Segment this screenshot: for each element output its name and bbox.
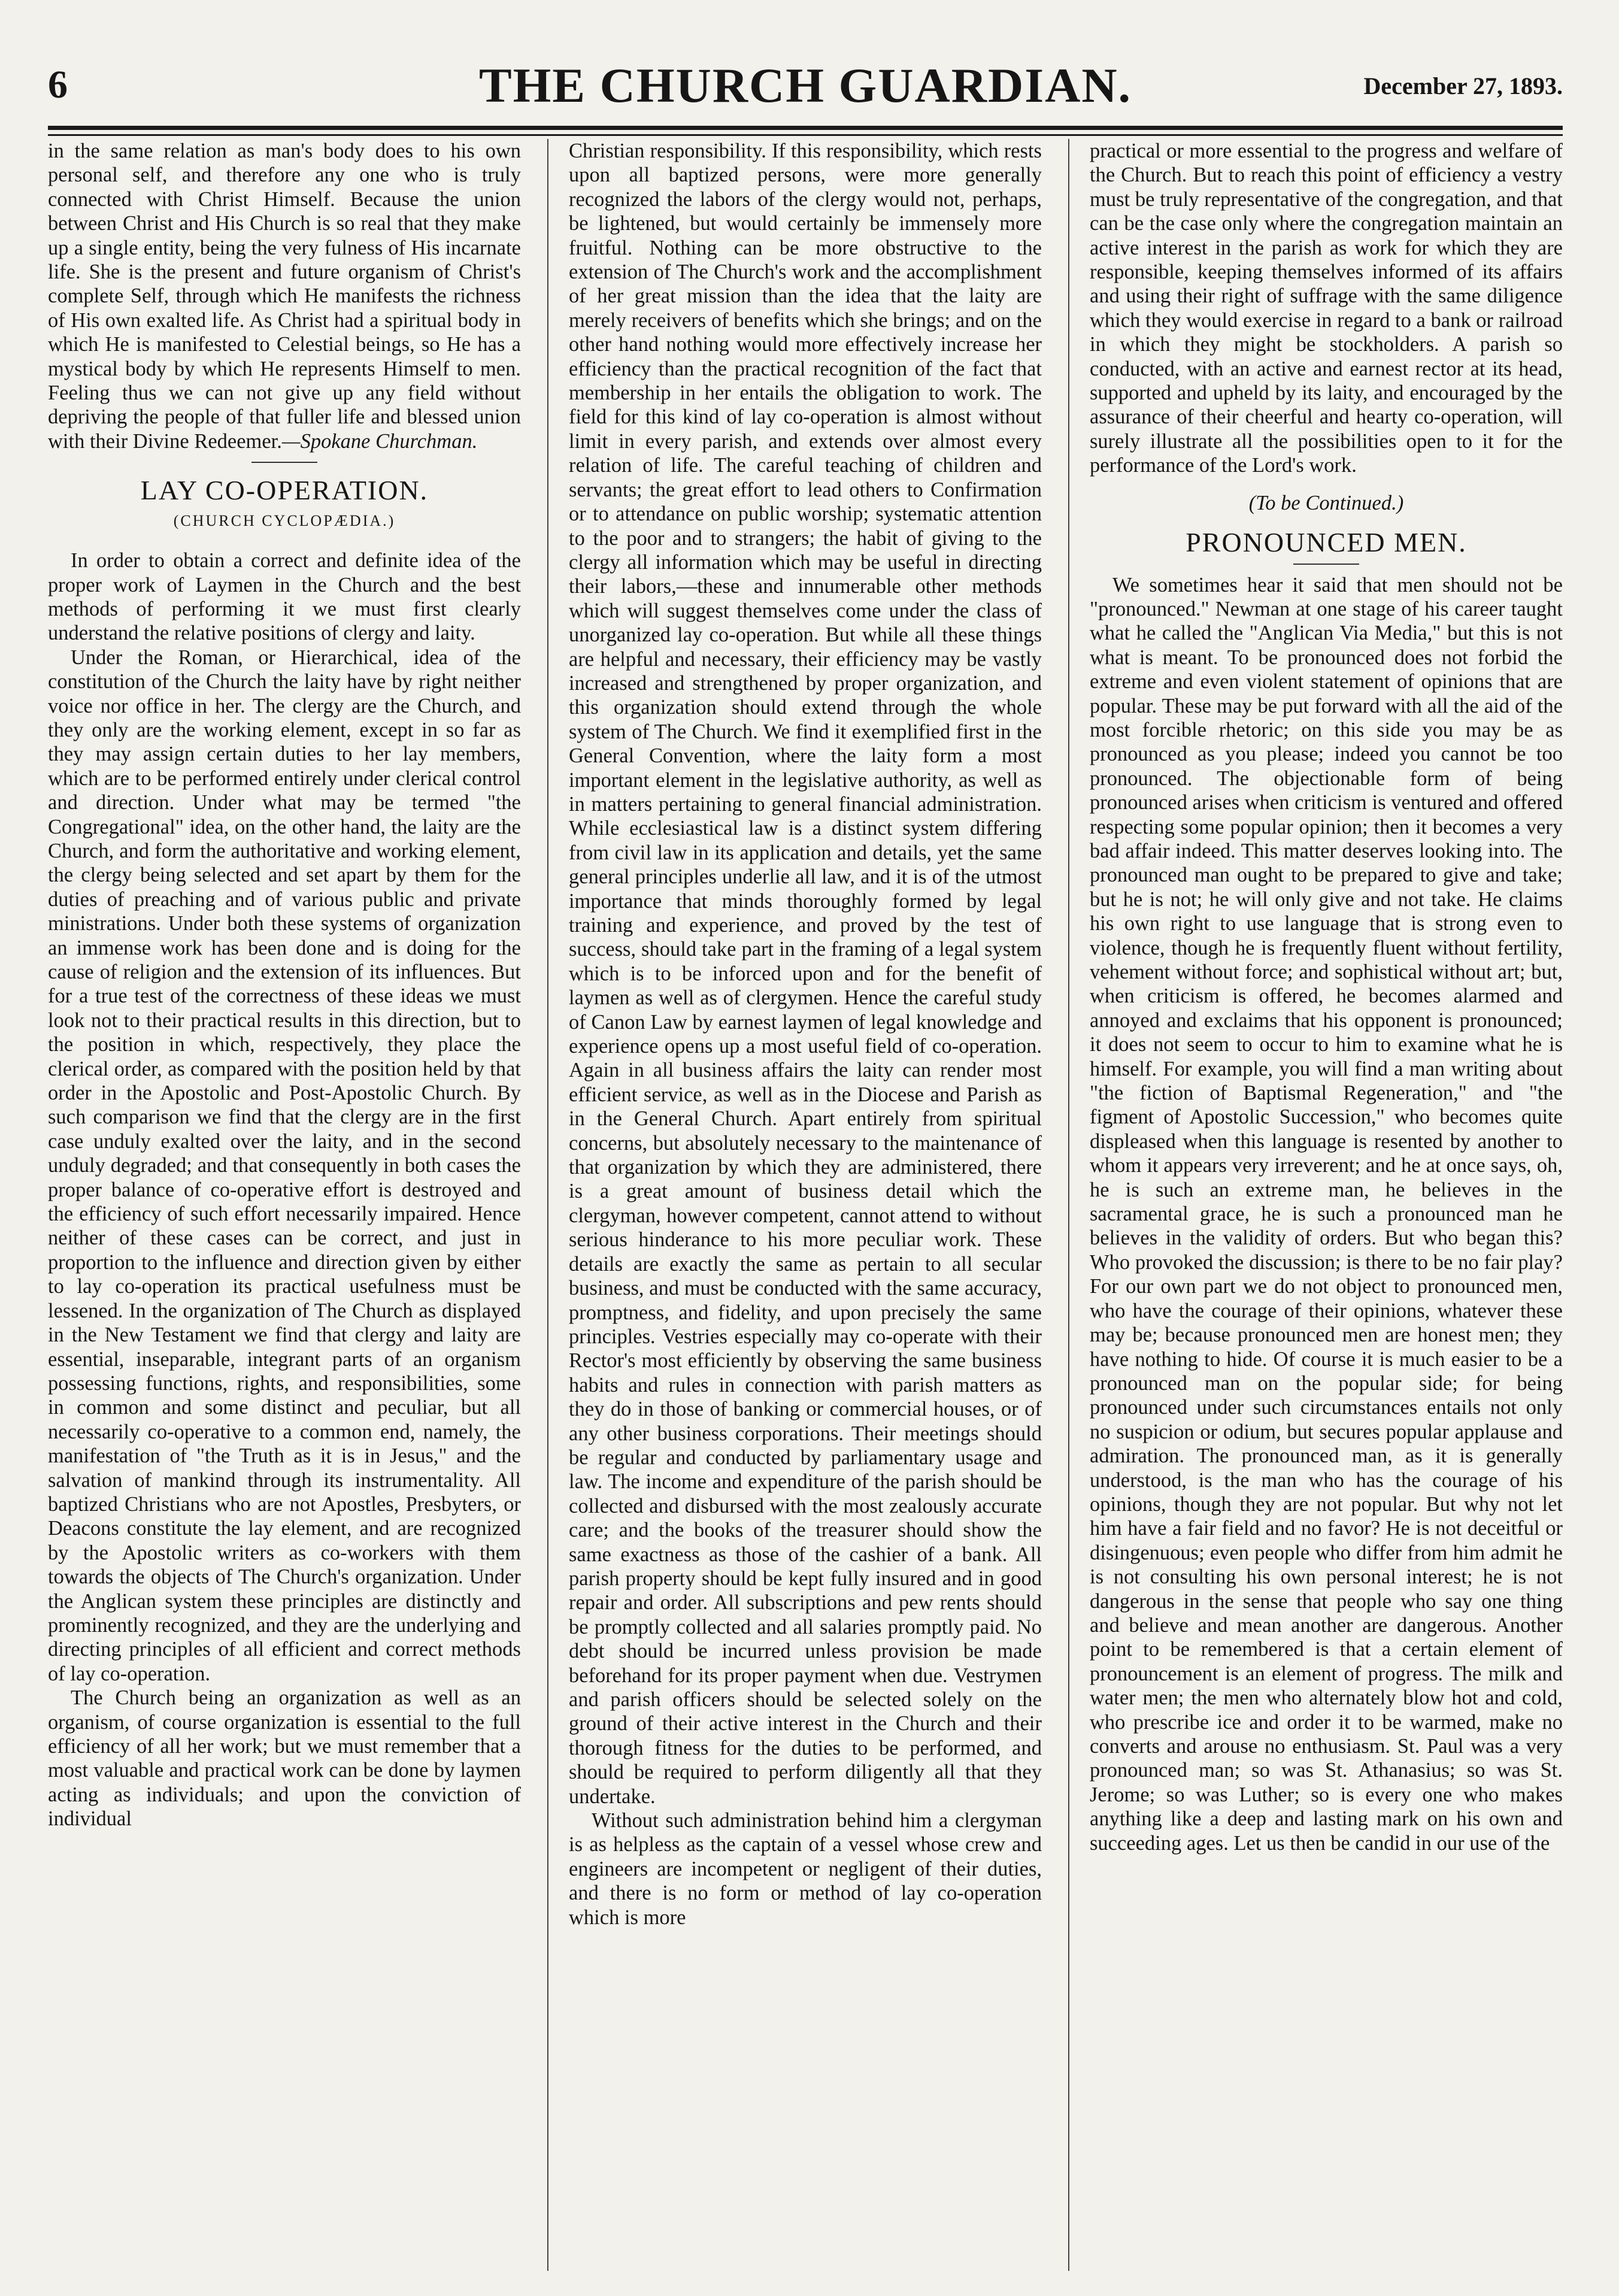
paragraph: In order to obtain a correct and definite idea of the proper work of Laymen in the Church and the best methods of performing it we must first clearly understand the relative positions of clergy and laity. bbox=[48, 549, 521, 645]
page-number: 6 bbox=[48, 63, 68, 107]
masthead bbox=[48, 48, 1563, 120]
newspaper-title: THE CHURCH GUARDIAN. bbox=[478, 58, 1132, 113]
masthead-rule-thin bbox=[48, 134, 1563, 136]
issue-date: December 27, 1893. bbox=[1363, 72, 1563, 99]
article-continuation-text: in the same relation as man's body does to his own personal self, and therefore any one who is truly connected with Christ Himself. Because the union between Christ and His Church is so real that they make up a single entity, being the very fulness of His incarnate life. She is the present and future organism of Christ's complete Self, through which He manifests the richness of His own exalted life. As Christ had a spiritual body in which He is manifested to Celestial beings, so He has a mystical body by which He represents Himself to men. Feeling thus we can not give up any field without depriving the people of that fuller life and blessed union with their Divine Redeemer.—Spokane Churchman. bbox=[48, 140, 521, 453]
to-be-continued: (To be Continued.) bbox=[1248, 491, 1404, 514]
paragraph: Christian responsibility. If this responsibility, which rests upon all baptized persons, were more generally recognized the labors of the clergy would not, perhaps, be lightened, but would certainly be immensely more fruitful. Nothing can be more obstructive to the extension of The Church's work and the accomplishment of her great mission than the idea that the laity are merely receivers of benefits which she brings; and on the other hand nothing would more effectively increase her efficiency than the practical recognition of the fact that membership in her entails the obligation to work. The field for this kind of lay co-operation is almost without limit in every parish, and extends over almost every relation of life. The careful teaching of children and servants; the great effort to lead others to Confirmation or to attendance on public worship; systematic attention to the poor and to strangers; the habit of giving to the clergy all information which may be useful in directing their labors,—these and innumerable other methods which will suggest themselves come under the class of unorganized lay co-operation. But while all these things are helpful and necessary, their efficiency may be vastly increased and strengthened by proper organization, and this organization should extend through the whole system of The Church. We find it exemplified first in the General Convention, where the laity form a most important element in the legislative authority, as well as in matters pertaining to general financial administration. While ecclesiastical law is a distinct system differing from civil law in its application and details, yet the same general principles underlie all law, and it is of the utmost importance that minds thoroughly formed by legal training and experience, and proved by the test of success, should take part in the framing of a legal system which is to be inforced upon and for the benefit of laymen as well as of clergymen. Hence the careful study of Canon Law by earnest laymen of legal knowledge and experience opens up a most useful field of co-operation. Again in all business affairs the laity can render most efficient service, as well as in the Diocese and Parish as in the General Church. Apart entirely from spiritual concerns, but absolutely necessary to the maintenance of that organization by which they are administered, there is a great amount of business detail which the clergyman, however competent, cannot attend to without serious hinderance to his more peculiar work. These details are exactly the same as pertain to all secular business, and must be conducted with the same accuracy, promptness, and fidelity, and upon precisely the same principles. Vestries especially may co-operate with their Rector's most efficiently by observing the same business habits and rules in connection with parish matters as they do in those of banking or commercial houses, or of any other business corporations. Their meetings should be regular and conducted by parliamentary usage and law. The income and expenditure of the parish should be collected and disbursed with the most zealously accurate care; and the books of the treasurer should show the same exactness as those of the cashier of a bank. All parish property should be kept fully insured and in good repair and order. All subscriptions and pew rents should be promptly collected and all salaries promptly paid. No debt should be incurred unless provision be made beforehand for its proper payment when due. Vestrymen and parish officers should be selected solely on the ground of their active interest in the Church and their thorough fitness for the duties to be performed, and should be required to perform diligently all that they undertake. bbox=[569, 140, 1042, 1808]
paragraph: Under the Roman, or Hierarchical, idea of the constitution of the Church the laity have by right neither voice nor office in her. The clergy are the Church, and they only are the working element, except in so far as they may assign certain duties to her lay members, which are to be performed entirely under clerical control and direction. Under what may be termed "the Congregational" idea, on the other hand, the laity are the Church, and form the authoritative and working element, the clergy being selected and set apart by them for the duties of preaching and of various public and private ministrations. Under both these systems of organization an immense work has been done and is doing for the cause of religion and the extension of its influences. But for a true test of the correctness of these ideas we must look not to their practical results in this direction, but to the position in which, respectively, they place the clerical order, as compared with the position held by that order in the Apostolic and Post-Apostolic Church. By such comparison we find that the clergy are in the first case unduly exalted over the laity, and in the second unduly degraded; and that consequently in both cases the proper balance of co-operative effort is destroyed and the efficiency of such effort necessarily impaired. Hence neither of these cases can be correct, and just in proportion to the influence and direction given by either to lay co-operation its practical usefulness must be lessened. In the organization of The Church as displayed in the New Testament we find that clergy and laity are essential, inseparable, integrant parts of an organism possessing functions, rights, and responsibilities, some in common and some distinct and peculiar, but all necessarily co-operative to a common end, namely, the manifestation of "the Truth as it is in Jesus," and the salvation of mankind through its instrumentality. All baptized Christians who are not Apostles, Presbyters, or Deacons constitute the lay element, and are recognized by the Apostolic writers as co-workers with them towards the objects of The Church's organization. Under the Anglican system these principles are distinctly and prominently recognized, and they are the underlying and directing principles of all efficient and correct methods of lay co-operation. bbox=[48, 646, 521, 1685]
column-1 bbox=[48, 139, 521, 2271]
masthead-rule bbox=[48, 126, 1563, 130]
article-heading-pronounced-men: PRONOUNCED MEN. bbox=[1186, 527, 1467, 558]
column-2 bbox=[569, 139, 1042, 2271]
divider bbox=[1293, 564, 1359, 565]
column-3 bbox=[1090, 139, 1563, 2271]
paragraph: practical or more essential to the progress and welfare of the Church. But to reach this point of efficiency a vestry must be truly representative of the congregation, and that can be the case only where the congregation maintain an active interest in the parish as work for which they are responsible, keeping themselves informed of its affairs and using their right of suffrage with the same diligence which they would exercise in regard to a bank or railroad in which they might be stockholders. A parish so conducted, with an active and earnest rector at its head, supported and upheld by its laity, and encouraged by the assurance of their cheerful and hearty co-operation, will surely illustrate all the possibilities open to it for the performance of the Lord's work. bbox=[1090, 140, 1563, 477]
article-source: (CHURCH CYCLOPÆDIA.) bbox=[173, 511, 396, 529]
paragraph: The Church being an organization as well as an organism, of course organization is essential to the full efficiency of all her work; but we must remember that a most valuable and practical work can be done by laymen acting as individuals; and upon the conviction of individual bbox=[48, 1686, 521, 1831]
divider bbox=[251, 462, 317, 463]
paragraph: We sometimes hear it said that men should not be "pronounced." Newman at one stage of his career taught what he called the "Anglican Via Media," but this is not what is meant. To be pronounced does not forbid the extreme and even violent statement of opinions that are popular. These may be put forward with all the aid of the most forcible rhetoric; on this side you may be as pronounced as you please; indeed you cannot be too pronounced. The objectionable form of being pronounced arises when criticism is ventured and offered respecting some popular opinion; then it becomes a very bad affair indeed. This matter deserves looking into. The pronounced man ought to be prepared to give and take; but he is not; he will only give and not take. He claims his own right to use language that is strong even to violence, though he is frequently fluent without fertility, vehement without force; and sophistical without art; but, when criticism is offered, he becomes alarmed and annoyed and exclaims that his opponent is pronounced; it does not seem to occur to him to examine what he is himself. For example, you will find a man writing about "the fiction of Baptismal Regeneration," and "the figment of Apostolic Succession," who becomes quite displeased when this language is resented by another to whom it appears very irreverent; and he at once says, oh, he is such an extreme man, he believes in the sacramental grace, he is such a pronounced man he believes in the validity of orders. But who began this? Who provoked the discussion; is there to be no fair play? For our own part we do not object to pronounced men, who have the courage of their opinions, whatever these may be; because pronounced men are honest men; they have nothing to hide. Of course it is much easier to be a pronounced man on the popular side; for being pronounced under such circumstances entails not only no suspicion or odium, but secures popular applause and admiration. The pronounced man, as it is generally understood, is the man who has the courage of his opinions, though they are not popular. But why not let him have a fair field and no favor? He is not deceitful or disingenuous; even people who differ from him admit he is not consulting his own personal interest; he is not dangerous in the sense that people who say one thing and believe and mean another are dangerous. Another point to be remembered is that a certain element of pronouncement is an element of progress. The milk and water men; the men who alternately blow hot and cold, who prescribe ice and order it to be warmed, make no converts and arouse no enthusiasm. St. Paul was a very pronounced man; so was St. Athanasius; so was St. Jerome; so was Luther; so is every one who makes anything like a deep and lasting mark on his own and succeeding ages. Let us then be candid in our use of the bbox=[1090, 573, 1563, 1855]
paragraph: Without such administration behind him a clergyman is as helpless as the captain of a vessel whose crew and engineers are incompetent or negligent of their duties, and there is no form or method of lay co-operation which is more bbox=[569, 1809, 1042, 1929]
source-attribution: —Spokane Churchman. bbox=[281, 429, 478, 453]
column-divider bbox=[1068, 139, 1069, 2271]
column-divider bbox=[547, 139, 548, 2271]
article-heading-lay-cooperation: LAY CO-OPERATION. bbox=[140, 475, 429, 506]
